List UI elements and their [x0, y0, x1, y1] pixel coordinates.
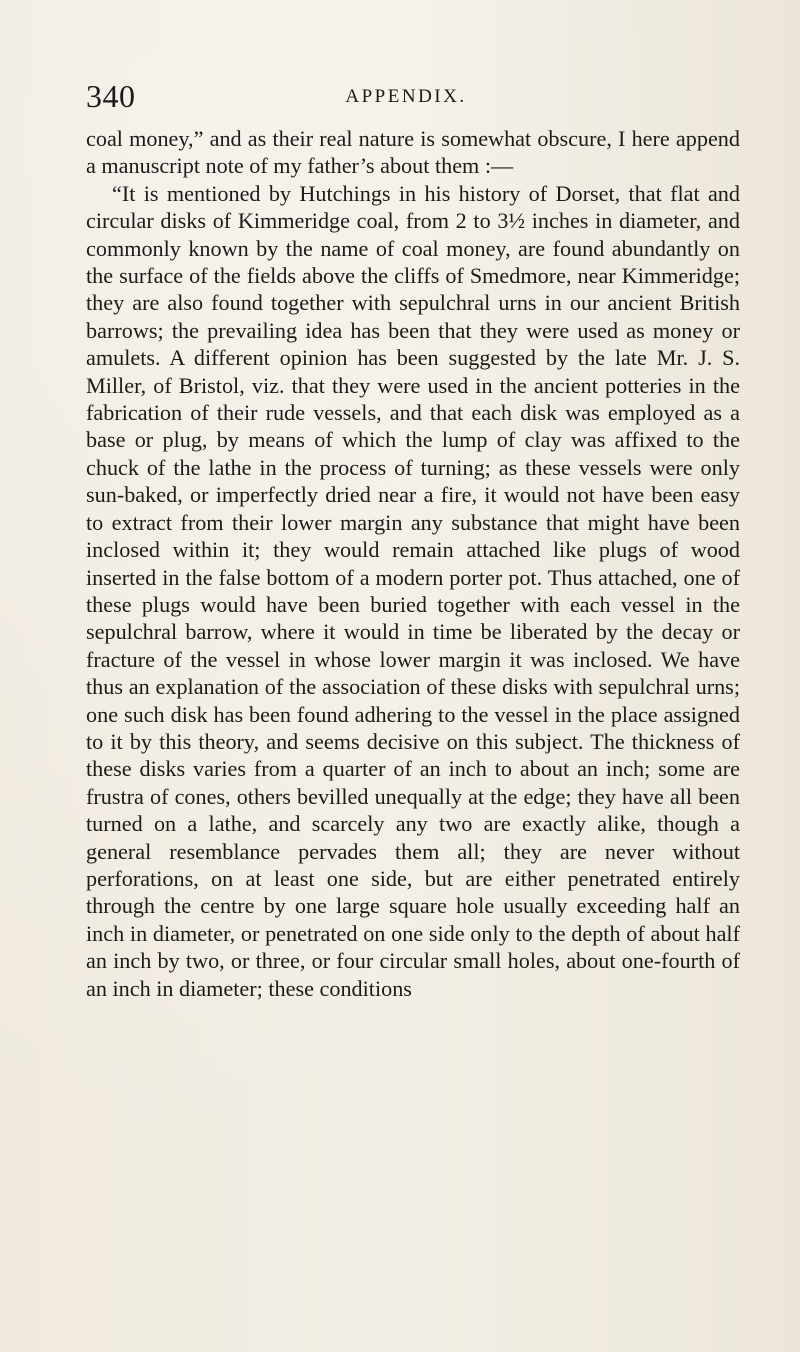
paragraph-quotation: “It is mentioned by Hutchings in his history of Dorset, that flat and circular disks of Kimmeridge coal, from 2 to 3½ inches in diameter, and commonly known by the name of coal money, are found abundantly on the surface of the fields above the cliffs of Smedmore, near Kimmeridge; they are also found together with sepulchral urns in our ancient British barrows; the prevailing idea has been that they were used as money or amulets. A different opinion has been suggested by the late Mr. J. S. Miller, of Bristol, viz. that they were used in the ancient potteries in the fabrication of their rude vessels, and that each disk was employed as a base or plug, by means of which the lump of clay was affixed to the chuck of the lathe in the process of turning; as these vessels were only sun-baked, or imperfectly dried near a fire, it would not have been easy to extract from their lower margin any substance that might have been inclosed within it; they would remain attached like plugs of wood inserted in the false bottom of a modern porter pot. Thus attached, one of these plugs would have been buried together with each vessel in the sepulchral barrow, where it would in time be liberated by the decay or fracture of the vessel in whose lower margin it was inclosed. We have thus an explanation of the association of these disks with sepulchral urns; one such disk has been found adhering to the vessel in the place assigned to it by this theory, and seems decisive on this subject. The thickness of these disks varies from a quarter of an inch to about an inch; some are frustra of cones, others bevilled unequally at the edge; they have all been turned on a lathe, and scarcely any two are exactly alike, though a general resemblance pervades them all; they are never without perforations, on at least one side, but are either penetrated entirely through the centre by one large square hole usually exceeding half an inch in diameter, or penetrated on one side only to the depth of about half an inch by two, or three, or four circular small holes, about one-fourth of an inch in diameter; these conditions [86, 180, 740, 1001]
running-head: APPENDIX. [345, 86, 467, 107]
paragraph-intro: coal money,” and as their real nature is somewhat obscure, I here append a manuscript note of my father’s about them :— [86, 126, 740, 179]
page-header [86, 78, 726, 118]
body-text [86, 125, 740, 1002]
page-number: 340 [86, 78, 136, 114]
